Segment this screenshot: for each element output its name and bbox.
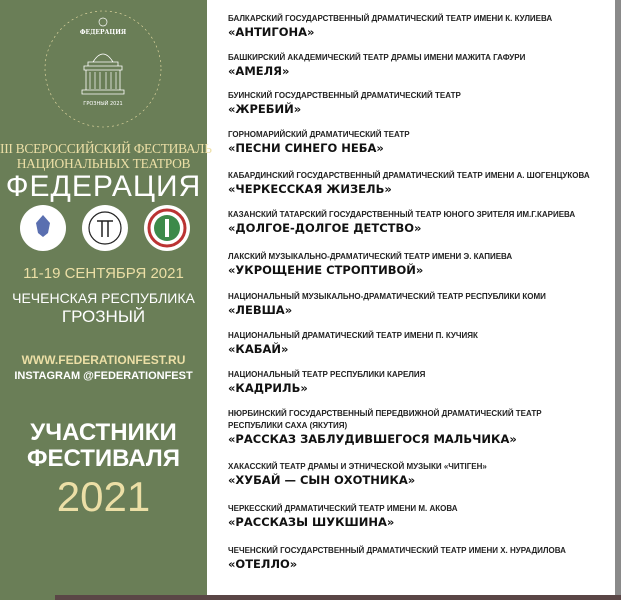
- play-title: «ЧЕРКЕССКАЯ ЖИЗЕЛЬ»: [228, 182, 392, 196]
- play-title: «ХУБАЙ — СЫН ОХОТНИКА»: [228, 473, 416, 487]
- participants-line2: ФЕСТИВАЛЯ: [27, 445, 180, 472]
- emblem-title: ФЕДЕРАЦИЯ: [79, 29, 127, 36]
- theatre-name: ХАКАССКИЙ ТЕАТР ДРАМЫ И ЭТНИЧЕСКОЙ МУЗЫКИ «ЧИТІГЕН»: [228, 462, 487, 471]
- list-item: [228, 129, 410, 156]
- festival-region: ЧЕЧЕНСКАЯ РЕСПУБЛИКА: [12, 290, 195, 306]
- theatre-name: БАШКИРСКИЙ АКАДЕМИЧЕСКИЙ ТЕАТР ДРАМЫ ИМЕНИ МАЖИТА ГАФУРИ: [228, 53, 526, 62]
- website-link[interactable]: WWW.FEDERATIONFEST.RU: [21, 353, 186, 367]
- participants-list: [207, 0, 607, 595]
- festival-emblem-logo: [38, 4, 168, 134]
- list-item: [228, 330, 478, 357]
- festival-subtitle-line1: III ВСЕРОССИЙСКИЙ ФЕСТИВАЛЬ: [0, 141, 212, 156]
- right-border: [615, 0, 621, 595]
- festival-name: ФЕДЕРАЦИЯ: [5, 170, 202, 203]
- list-item: [228, 291, 546, 318]
- theatre-name: НАЦИОНАЛЬНЫЙ ТЕАТР РЕСПУБЛИКИ КАРЕЛИЯ: [228, 370, 426, 379]
- list-item: [228, 369, 425, 396]
- list-item: [228, 545, 566, 572]
- participants-heading: [0, 420, 207, 472]
- theatre-name: ЛАКСКИЙ МУЗЫКАЛЬНО-ДРАМАТИЧЕСКИЙ ТЕАТР ИМЕНИ Э. КАПИЕВА: [228, 252, 513, 261]
- list-item: [228, 170, 590, 197]
- theatre-name: КАБАРДИНСКИЙ ГОСУДАРСТВЕННЫЙ ДРАМАТИЧЕСКИЙ ТЕАТР ИМЕНИ А. ШОГЕНЦУКОВА: [228, 171, 590, 180]
- theatre-name: НЮРБИНСКИЙ ГОСУДАРСТВЕННЫЙ ПЕРЕДВИЖНОЙ ДРАМАТИЧЕСКИЙ ТЕАТР: [228, 409, 542, 418]
- play-title: «РАССКАЗ ЗАБЛУДИВШЕГОСЯ МАЛЬЧИКА»: [228, 432, 517, 446]
- play-title: «АНТИГОНА»: [228, 25, 315, 39]
- festival-dates: 11-19 СЕНТЯБРЯ 2021: [23, 265, 184, 282]
- theatre-name: БУИНСКИЙ ГОСУДАРСТВЕННЫЙ ДРАМАТИЧЕСКИЙ ТЕАТР: [228, 91, 461, 100]
- list-item: [228, 90, 461, 117]
- list-item: [228, 13, 552, 40]
- list-item: [228, 52, 525, 79]
- play-title: «ПЕСНИ СИНЕГО НЕБА»: [228, 141, 384, 155]
- play-title: «КАБАЙ»: [228, 342, 289, 356]
- ministry-logo: [20, 205, 66, 251]
- theatre-name: КАЗАНСКИЙ ТАТАРСКИЙ ГОСУДАРСТВЕННЫЙ ТЕАТР ЮНОГО ЗРИТЕЛЯ ИМ.Г.КАРИЕВА: [228, 210, 576, 219]
- play-title: «КАДРИЛЬ»: [228, 381, 308, 395]
- play-title: «ЛЕВША»: [228, 303, 293, 317]
- festival-year: 2021: [56, 473, 151, 520]
- theatre-name: НАЦИОНАЛЬНЫЙ МУЗЫКАЛЬНО-ДРАМАТИЧЕСКИЙ ТЕАТР РЕСПУБЛИКИ КОМИ: [228, 292, 546, 301]
- theatre-name: НАЦИОНАЛЬНЫЙ ДРАМАТИЧЕСКИЙ ТЕАТР ИМЕНИ П. КУЧИЯК: [228, 331, 478, 340]
- list-item: [228, 251, 512, 278]
- theatre-name-line2: РЕСПУБЛИКИ САХА (ЯКУТИЯ): [228, 421, 348, 430]
- play-title: «ЖРЕБИЙ»: [228, 102, 302, 116]
- theatre-name: ЧЕРКЕССКИЙ ДРАМАТИЧЕСКИЙ ТЕАТР ИМЕНИ М. АКОВА: [228, 504, 458, 513]
- play-title: «РАССКАЗЫ ШУКШИНА»: [228, 515, 395, 529]
- play-title: «УКРОЩЕНИЕ СТРОПТИВОЙ»: [228, 263, 424, 277]
- list-item: [228, 461, 487, 488]
- theatre-name: ЧЕЧЕНСКИЙ ГОСУДАРСТВЕННЫЙ ДРАМАТИЧЕСКИЙ ТЕАТР ИМЕНИ Х. НУРАДИЛОВА: [228, 546, 566, 555]
- instagram-link[interactable]: INSTAGRAM @FEDERATIONFEST: [14, 370, 193, 382]
- list-item: [228, 408, 542, 447]
- participants-line1: УЧАСТНИКИ: [30, 419, 177, 446]
- play-title: «ДОЛГОЕ-ДОЛГОЕ ДЕТСТВО»: [228, 221, 422, 235]
- chechen-republic-logo: [144, 205, 190, 251]
- theatre-union-logo: [82, 205, 128, 251]
- play-title: «АМЕЛЯ»: [228, 64, 290, 78]
- partner-logos: [20, 205, 190, 255]
- emblem-city: ГРОЗНЫЙ 2021: [83, 101, 123, 107]
- list-item: [228, 503, 458, 530]
- list-item: [228, 209, 575, 236]
- poster-panel: [0, 0, 212, 600]
- festival-subtitle-line2: НАЦИОНАЛЬНЫХ ТЕАТРОВ: [16, 156, 191, 171]
- festival-city: ГРОЗНЫЙ: [61, 307, 146, 326]
- bottom-border: [55, 595, 621, 600]
- play-title: «ОТЕЛЛО»: [228, 557, 298, 571]
- theatre-name: ГОРНОМАРИЙСКИЙ ДРАМАТИЧЕСКИЙ ТЕАТР: [228, 130, 410, 139]
- theatre-name: БАЛКАРСКИЙ ГОСУДАРСТВЕННЫЙ ДРАМАТИЧЕСКИЙ ТЕАТР ИМЕНИ К. КУЛИЕВА: [228, 14, 553, 23]
